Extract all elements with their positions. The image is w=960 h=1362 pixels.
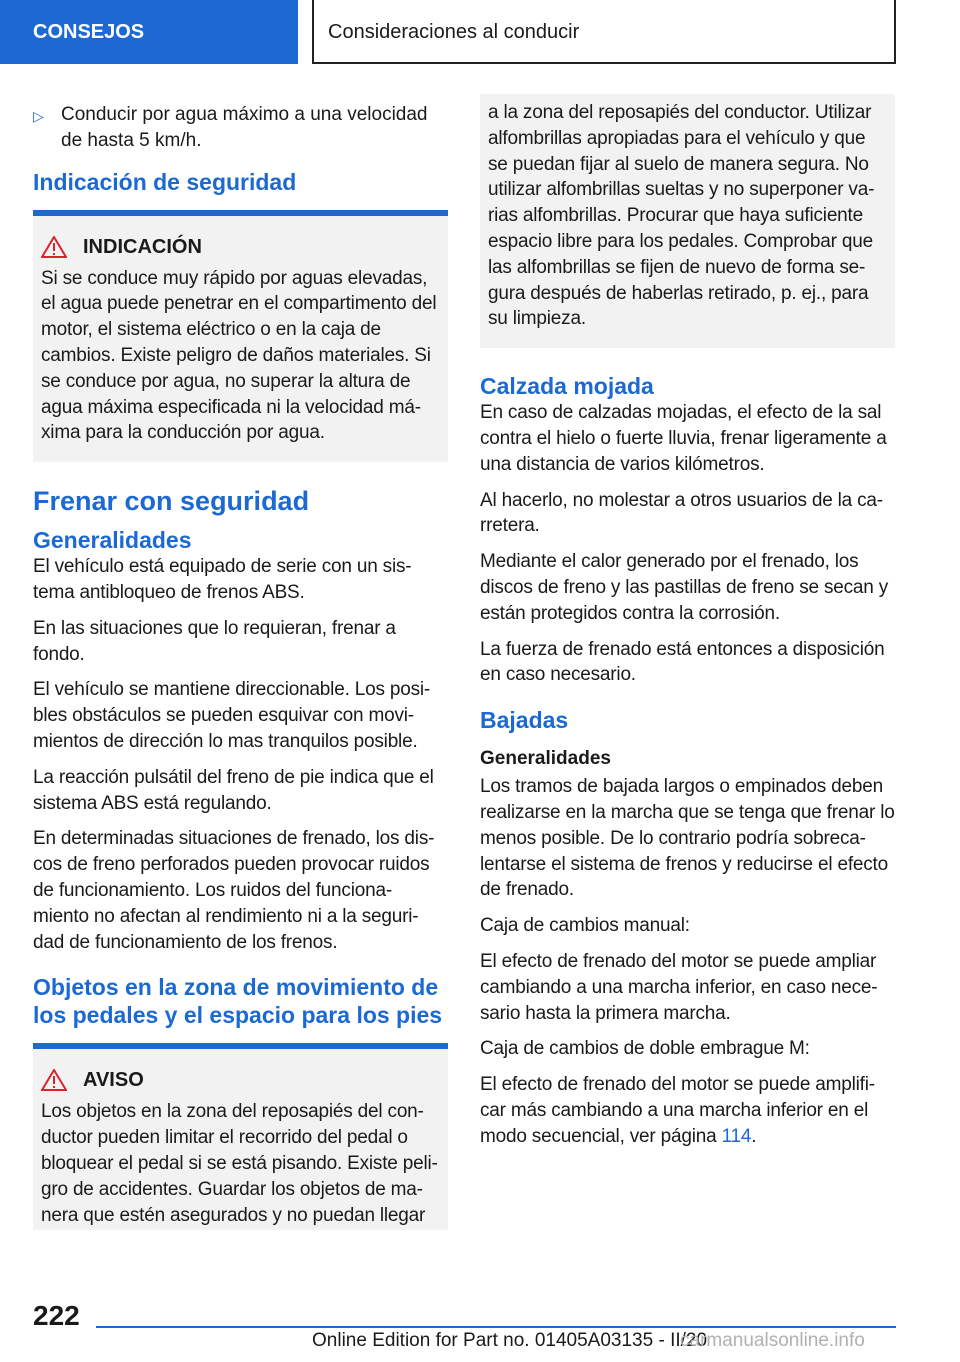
paragraph: El vehículo está equipado de serie con un sis- tema antibloqueo de frenos ABS. <box>33 556 412 603</box>
notice-text: Si se conduce muy rápido por aguas elevadas, el agua puede penetrar en el compartimento del motor, el sistema eléctrico o en la caja de cambios. Existe peligro de daños materiales. Si se conduce por agua, no superar la altura de agua máxima especificada ni la velocidad má- xima para la conducción por agua. <box>41 267 437 444</box>
descents-subheading: Generalidades <box>480 748 611 770</box>
brake-heading: Frenar con seguridad <box>33 486 310 517</box>
paragraph: El vehículo se mantiene direccionable. Los posi- bles obstáculos se pueden esquivar con movi- mientos de dirección lo mas tranquilos posible. <box>33 679 431 752</box>
paragraph-text: El efecto de frenado del motor se puede amplifi- car más cambiando a una marcha inferior en el modo secuencial, ver página <box>480 1074 875 1147</box>
warning-icon <box>41 1069 67 1091</box>
warning-title-row <box>41 1067 440 1093</box>
chapter-title: Consideraciones al conducir <box>312 0 896 64</box>
triangle-bullet-icon: ▷ <box>33 108 44 124</box>
page-header <box>0 0 960 66</box>
page-link[interactable]: 114 <box>721 1125 752 1147</box>
paragraph: En determinadas situaciones de frenado, los dis- cos de freno perforados pueden provocar ruidos de funcionamiento. Los ruidos del funciona- miento no afectan al rendimiento ni a la seguri- dad de funcionamiento de los frenos. <box>33 828 435 953</box>
section-tab: CONSEJOS <box>0 0 298 64</box>
bullet-text: Conducir por agua máximo a una velocidad de hasta 5 km/h. <box>61 104 428 151</box>
paragraph: Caja de cambios de doble embrague M: <box>480 1038 810 1060</box>
warning-box-continued <box>480 94 895 348</box>
warning-icon <box>41 236 67 258</box>
paragraph: La fuerza de frenado está entonces a disposición en caso necesario. <box>480 638 885 686</box>
notice-box <box>33 216 448 463</box>
warning-text: Los objetos en la zona del reposapiés del con- ductor pueden limitar el recorrido del pedal o bloquear el pedal si se está pisando. Existe peli- gro de accidentes. Guardar los objetos de ma- nera que estén asegurados y no puedan llegar <box>41 1101 438 1226</box>
paragraph: Al hacerlo, no molestar a otros usuarios de la ca- rretera. <box>480 489 883 537</box>
left-column <box>33 102 448 1230</box>
notice-title: INDICACIÓN <box>83 235 202 258</box>
paragraph: Caja de cambios manual: <box>480 915 690 937</box>
paragraph <box>480 1072 895 1149</box>
paragraph: Los tramos de bajada largos o empinados deben realizarse en la marcha que se tenga que frenar lo menos posible. De lo contrario podría sobreca- lentarse el sistema de frenos y reducirse el efecto de frenado. <box>480 776 895 901</box>
paragraph: En caso de calzadas mojadas, el efecto de la sal contra el hielo o fuerte lluvia, frenar ligeramente a una distancia de varios kilómetros. <box>480 402 887 475</box>
general-heading: Generalidades <box>33 527 192 554</box>
footer-divider <box>96 1326 896 1328</box>
paragraph: La reacción pulsátil del freno de pie indica que el sistema ABS está regulando. <box>33 766 434 814</box>
paragraph: En las situaciones que lo requieran, frenar a fondo. <box>33 617 396 665</box>
warning-title: AVISO <box>83 1069 144 1092</box>
edition-text: Online Edition for Part no. 01405A03135 - II/20 <box>312 1330 708 1351</box>
paragraph: Mediante el calor generado por el frenado, los discos de freno y las pastillas de freno se secan y están protegidos contra la corrosión. <box>480 551 889 624</box>
paragraph: El efecto de frenado del motor se puede ampliar cambiando a una marcha inferior, en caso nece- sario hasta la primera marcha. <box>480 950 878 1024</box>
safety-heading: Indicación de seguridad <box>33 168 297 195</box>
descents-heading: Bajadas <box>480 707 569 734</box>
warning-box <box>33 1049 448 1230</box>
watermark: carmanualsonline.info <box>680 1330 865 1351</box>
list-item <box>33 102 448 154</box>
warning-text-continued: a la zona del reposapiés del conductor. Utilizar alfombrillas apropiadas para el vehículo y que se puedan fijar al suelo de manera segura. No utilizar alfombrillas sueltas y no superponer va- rias alfombrillas. Procurar que haya suficiente espacio libre para los pedales. Comprobar que las alfombrillas se fijen de nuevo de forma se- gura después de haberlas retirado, p. ej., para su limpieza. <box>488 102 875 330</box>
right-column <box>480 102 895 1160</box>
wet-road-heading: Calzada mojada <box>480 373 654 400</box>
objects-heading: Objetos en la zona de movimiento de los pedales y el espacio para los pies <box>33 974 443 1029</box>
page-number: 222 <box>33 1300 80 1331</box>
period: . <box>751 1125 757 1147</box>
notice-title-row <box>41 234 440 260</box>
